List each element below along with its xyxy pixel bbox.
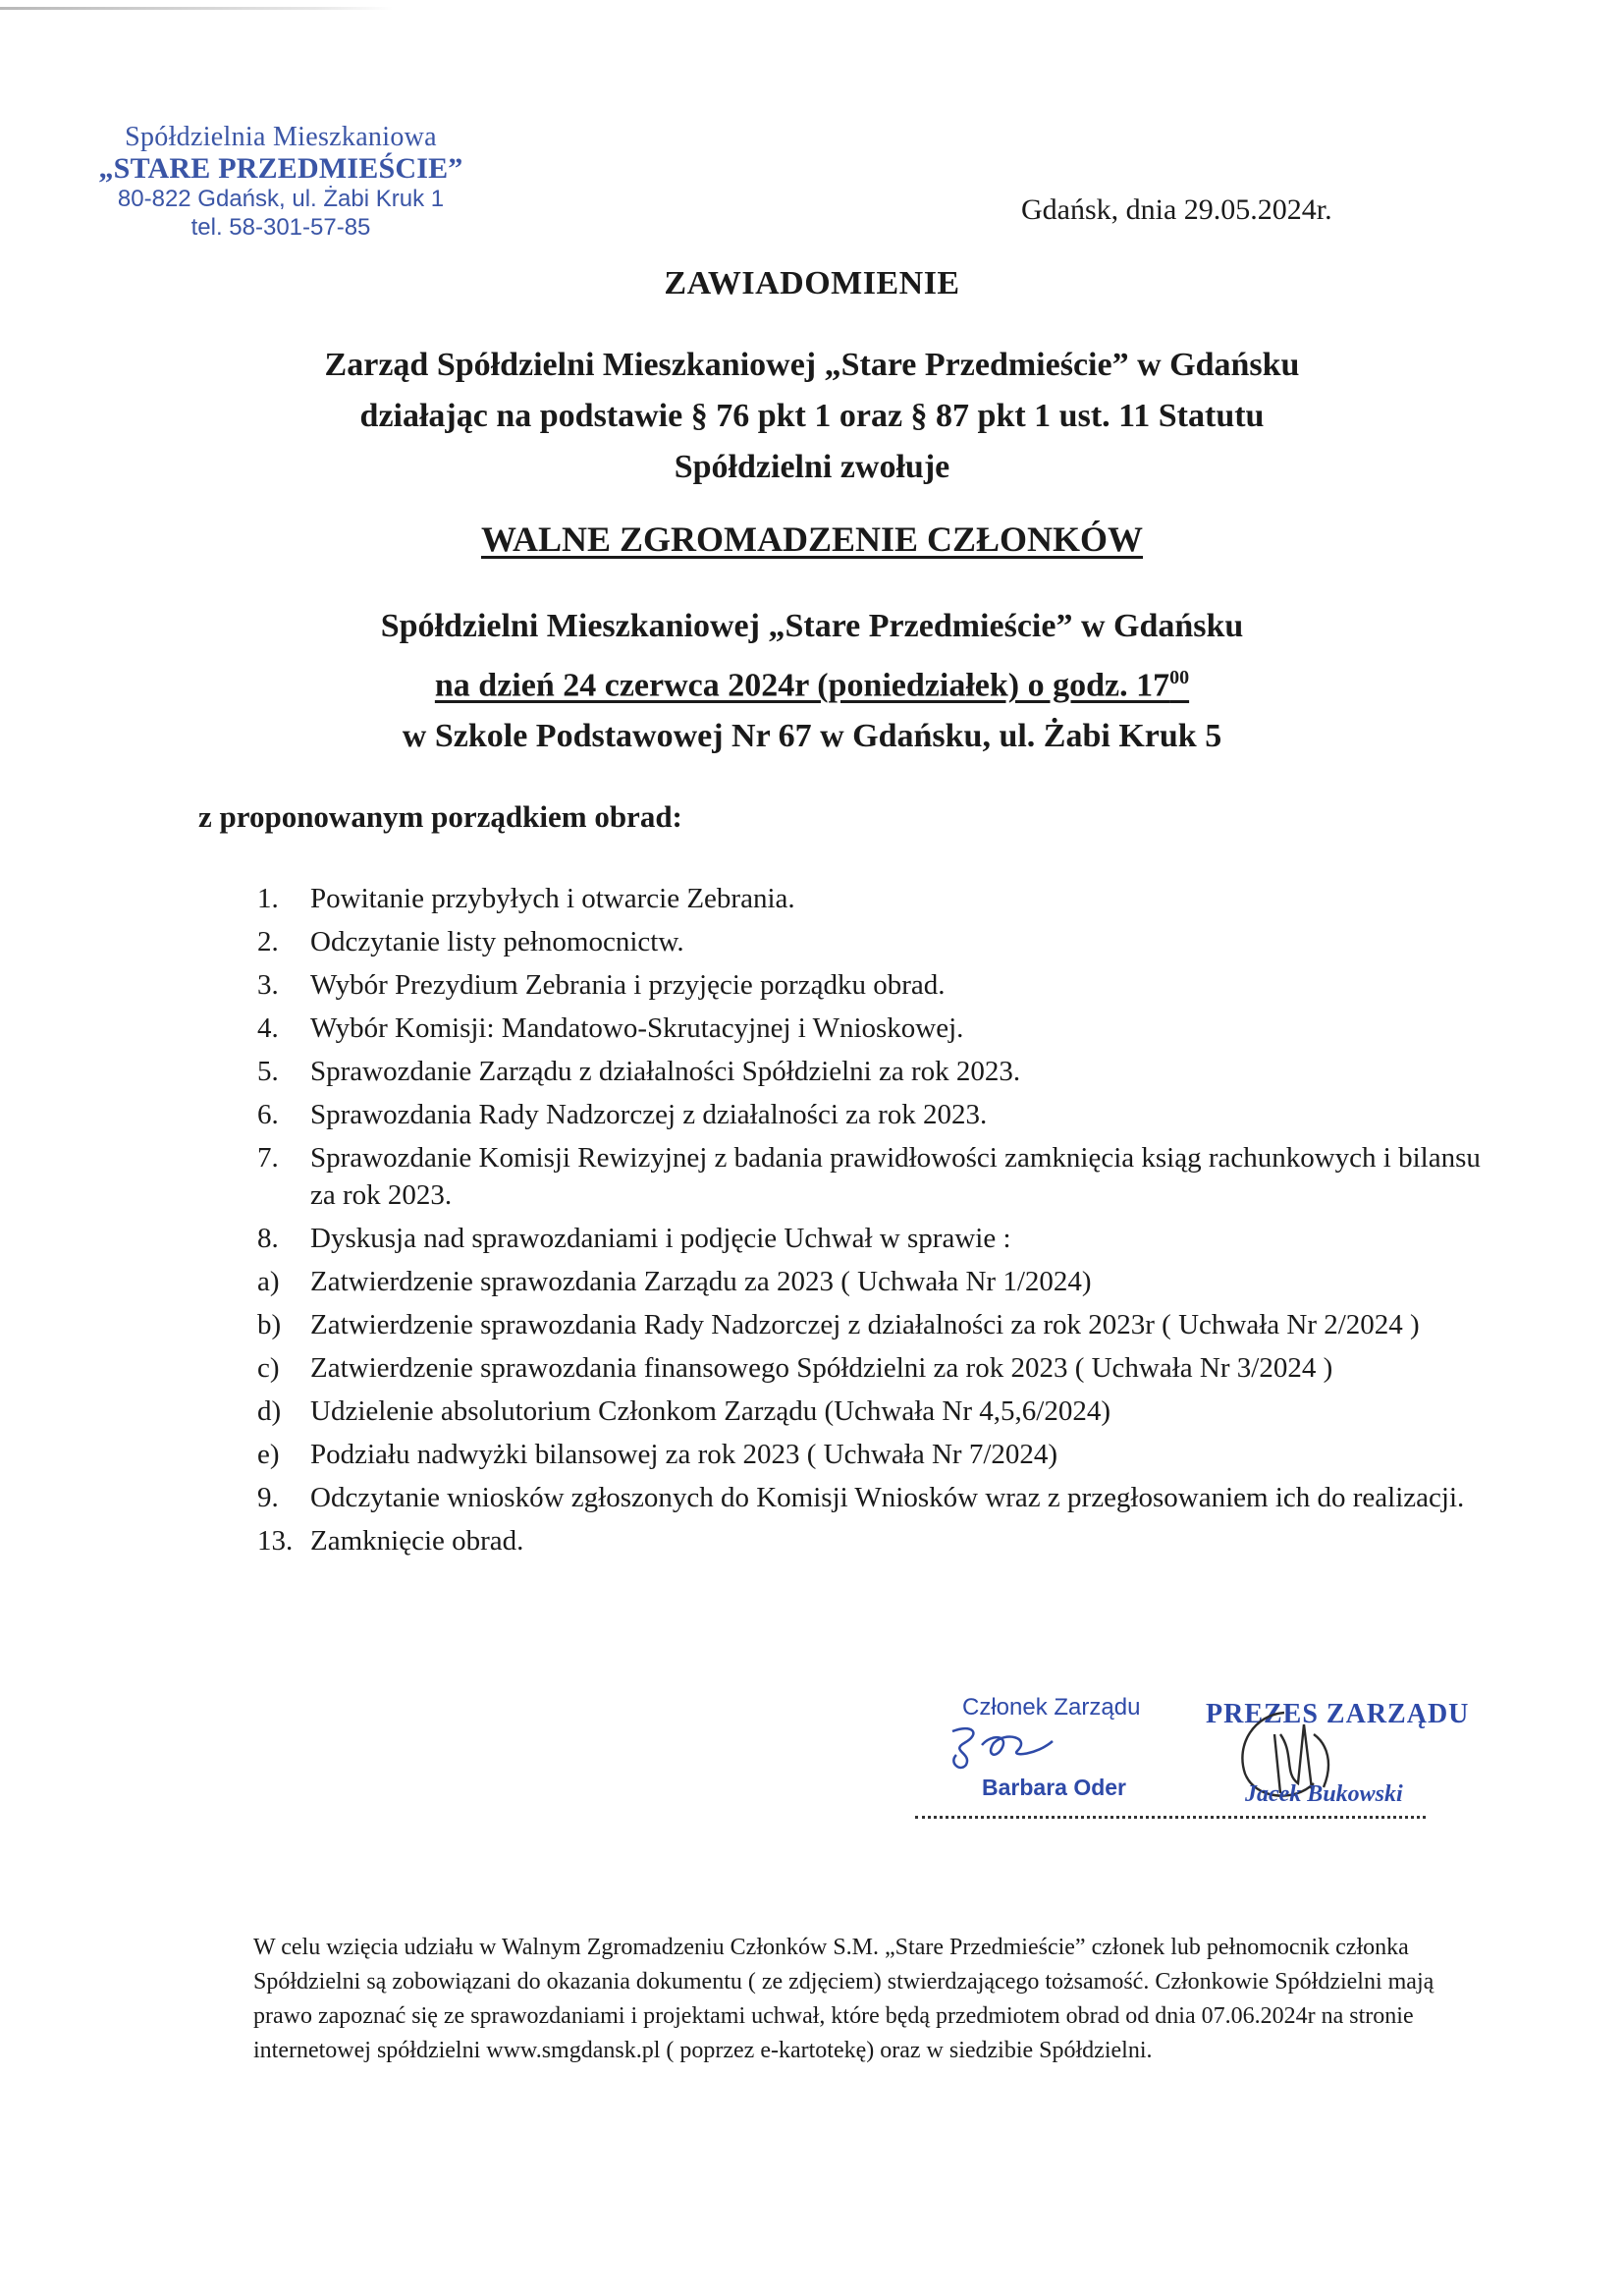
stamp-phone: tel. 58-301-57-85 xyxy=(190,214,371,241)
stamp-line-2: „STARE PRZEDMIEŚCIE” xyxy=(98,152,463,185)
agenda-item-number: 5. xyxy=(257,1056,279,1087)
meeting-title: WALNE ZGROMADZENIE CZŁONKÓW xyxy=(480,519,1144,559)
agenda-list xyxy=(257,880,1485,1565)
agenda-item-number: 3. xyxy=(257,969,279,1001)
agenda-item xyxy=(257,1349,1485,1387)
agenda-item-text: Sprawozdanie Zarządu z działalności Spółdzielni za rok 2023. xyxy=(310,1056,1021,1087)
agenda-item-number: 13. xyxy=(257,1525,294,1557)
details-date-line xyxy=(196,652,1428,711)
stamp-address: 80-822 Gdańsk, ul. Żabi Kruk 1 xyxy=(117,186,445,212)
details-date-text: na dzień 24 czerwca 2024r (poniedziałek) o godz. 17 xyxy=(434,667,1170,704)
president-signature-block xyxy=(1206,1699,1471,1807)
agenda-item-text: Udzielenie absolutorium Członkom Zarządu (Uchwała Nr 4,5,6/2024) xyxy=(310,1395,1110,1427)
agenda-item xyxy=(257,1053,1485,1090)
intro-line: Zarząd Spółdzielni Mieszkaniowej „Stare Przedmieście” w Gdańsku xyxy=(324,347,1300,383)
member-name: Barbara Oder xyxy=(982,1775,1127,1800)
agenda-item-text: Powitanie przybyłych i otwarcie Zebrania. xyxy=(310,883,795,914)
agenda-item-number: b) xyxy=(257,1309,282,1340)
agenda-item-number: c) xyxy=(257,1352,280,1384)
intro-line: Spółdzielni zwołuje xyxy=(674,449,950,485)
agenda-item xyxy=(257,1393,1485,1430)
document-title: ZAWIADOMIENIE xyxy=(664,265,960,301)
agenda-item xyxy=(257,1096,1485,1133)
member-signature-block xyxy=(943,1694,1208,1800)
agenda-item-text: Dyskusja nad sprawozdaniami i podjęcie Uchwał w sprawie : xyxy=(310,1223,1011,1254)
agenda-item xyxy=(257,923,1485,960)
member-role: Członek Zarządu xyxy=(962,1694,1141,1721)
agenda-item-number: 4. xyxy=(257,1012,279,1044)
footnote: W celu wzięcia udziału w Walnym Zgromadzeniu Członków S.M. „Stare Przedmieście” członek lub pełnomocnik członka Spółdzielni są zobowiązani do okazania dokumentu ( ze zdjęciem) stwierdzającego tożsamość. Członkowie Spółdzielni mają prawo zapoznać się ze sprawozdaniami i projektami uchwał, które będą przedmiotem obrad od dnia 07.06.2024r na stronie internetowej spółdzielni www.smgdansk.pl ( poprzez e-kartotekę) oraz w siedzibie Spółdzielni. xyxy=(253,1935,1435,2063)
agenda-item-text: Zatwierdzenie sprawozdania finansowego Spółdzielni za rok 2023 ( Uchwała Nr 3/2024 ) xyxy=(310,1352,1333,1384)
agenda-item-number: 2. xyxy=(257,926,279,957)
agenda-item-text: Zatwierdzenie sprawozdania Rady Nadzorczej z działalności za rok 2023r ( Uchwała Nr 2/2024 ) xyxy=(310,1309,1420,1340)
agenda-item-number: 8. xyxy=(257,1223,279,1254)
agenda-item-text: Sprawozdanie Komisji Rewizyjnej z badania prawidłowości zamknięcia ksiąg rachunkowych i bilansu za rok 2023. xyxy=(310,1142,1481,1211)
agenda-item xyxy=(257,1436,1485,1473)
president-role: PREZES ZARZĄDU xyxy=(1206,1699,1470,1729)
agenda-item-text: Sprawozdania Rady Nadzorczej z działalności za rok 2023. xyxy=(310,1099,988,1130)
details-time-superscript: 00 xyxy=(1169,667,1190,688)
agenda-item-text: Zamknięcie obrad. xyxy=(310,1525,524,1557)
agenda-item-text: Podziału nadwyżki bilansowej za rok 2023 ( Uchwała Nr 7/2024) xyxy=(310,1439,1058,1470)
meeting-details xyxy=(196,601,1428,762)
agenda-item xyxy=(257,966,1485,1004)
agenda-item-text: Wybór Prezydium Zebrania i przyjęcie porządku obrad. xyxy=(310,969,946,1001)
agenda-item-text: Odczytanie wniosków zgłoszonych do Komisji Wniosków wraz z przegłosowaniem ich do realizacji. xyxy=(310,1482,1465,1513)
agenda-item xyxy=(257,880,1485,917)
intro-paragraph xyxy=(196,340,1428,493)
agenda-item-number: 1. xyxy=(257,883,279,914)
agenda-item xyxy=(257,1139,1485,1214)
agenda-item-number: d) xyxy=(257,1395,282,1427)
agenda-item xyxy=(257,1522,1485,1559)
agenda-item-number: 6. xyxy=(257,1099,279,1130)
agenda-item-text: Zatwierdzenie sprawozdania Zarządu za 2023 ( Uchwała Nr 1/2024) xyxy=(310,1266,1092,1297)
agenda-item-number: e) xyxy=(257,1439,280,1470)
agenda-item-number: 9. xyxy=(257,1482,279,1513)
stamp-line-1: Spółdzielnia Mieszkaniowa xyxy=(125,122,437,152)
document-date: Gdańsk, dnia 29.05.2024r. xyxy=(1021,193,1332,226)
signature-dotted-line xyxy=(915,1812,1426,1819)
agenda-item-number: 7. xyxy=(257,1142,279,1174)
agenda-item xyxy=(257,1010,1485,1047)
president-name: Jacek Bukowski xyxy=(1245,1781,1403,1807)
details-cooperative-line: Spółdzielni Mieszkaniowej „Stare Przedmieście” w Gdańsku xyxy=(380,608,1244,644)
agenda-item-text: Wybór Komisji: Mandatowo-Skrutacyjnej i Wnioskowej. xyxy=(310,1012,964,1044)
agenda-item xyxy=(257,1263,1485,1300)
agenda-item xyxy=(257,1479,1485,1516)
agenda-item xyxy=(257,1306,1485,1343)
details-location-line: w Szkole Podstawowej Nr 67 w Gdańsku, ul. Żabi Kruk 5 xyxy=(402,718,1222,755)
agenda-intro: z proponowanym porządkiem obrad: xyxy=(198,799,682,834)
agenda-item xyxy=(257,1220,1485,1257)
member-handwritten-signature xyxy=(943,1720,1070,1775)
agenda-item-text: Odczytanie listy pełnomocnictw. xyxy=(310,926,684,957)
intro-line: działając na podstawie § 76 pkt 1 oraz § 87 pkt 1 ust. 11 Statutu xyxy=(359,398,1265,434)
scan-edge-line xyxy=(0,7,393,10)
cooperative-stamp xyxy=(94,122,467,242)
agenda-item-number: a) xyxy=(257,1266,280,1297)
